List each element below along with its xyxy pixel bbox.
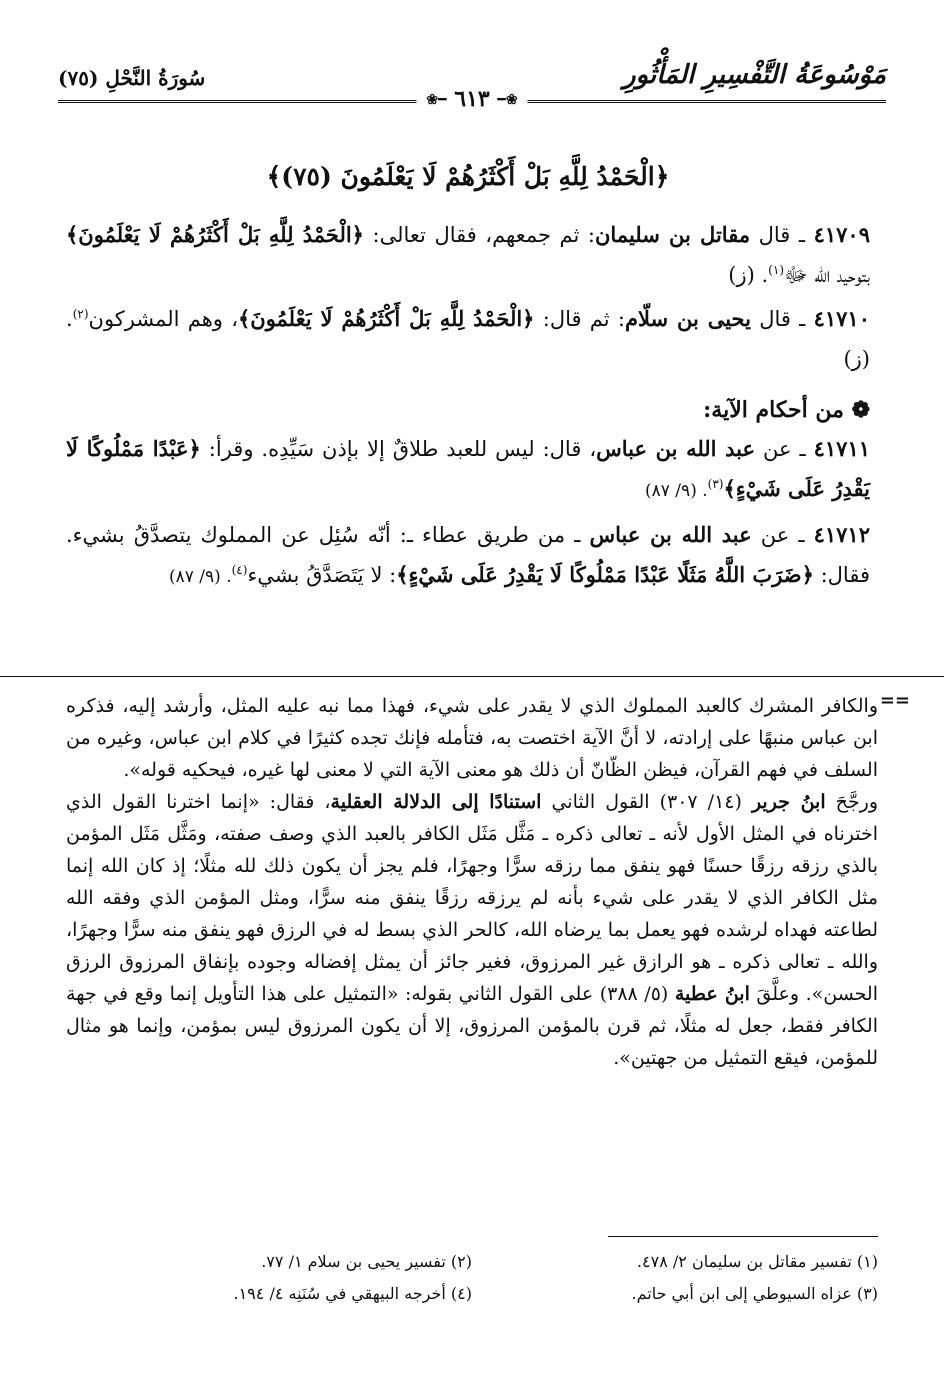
entry-number: ٤١٧١١ [813, 436, 871, 461]
commentary-paragraph-2 [66, 786, 878, 1074]
commentary-text: (٥/ ٣٨٨) على القول الثاني بقوله: «التمثيل على هذا التأويل إنما وقع في جهة الكافر فقط، جعل له مثلًا، ثم قرن بالمؤمن المرزوق، إلا أن يكون المرزوق ليس بمؤمن، وإنما هو مثال للمؤمن، فيقع التمثيل من جهتين». [66, 983, 879, 1069]
entry-dash: ـ عن [751, 523, 814, 547]
footnote-rule [608, 1236, 878, 1237]
section-title: ❁ من أحكام الآية: [703, 397, 870, 423]
entry-text: بتوحيد الله ﷻ [784, 263, 870, 287]
ornament-left-icon: ━❀ [426, 92, 447, 108]
entry-41710 [66, 299, 870, 379]
entry-41709 [66, 215, 870, 295]
commentary-text: ، فقال: «إنما اخترنا القول الذي اخترناه في المثل الأول لأنه ـ تعالى ذكره ـ مَثَّل مَثَل الكافر بالعبد الذي وصف صفته، ومَثَّل مَثَل المؤمن بالذي رزقه رزقًا حسنًا فهو ينفق مما رزقه سرًّا وجهرًا، فلم يجز أن يكون ذلك لله مثلًا؛ إذ كان الله إنما مثل الكافر الذي لا يقدر على شيء بأنه لم يرزقه رزقًا ينفق منه سرًّا، ومثل المؤمن الذي وفقه الله لطاعته فهداه لرشده فهو يعمل بما يرضاه الله، كالحر الذي بسط له في الرزق فهو ينفق منه سرًّا وجهرًا، والله ـ تعالى ذكره ـ هو الرازق غير المرزوق، فغير جائز أن يمثل إفضاله وجوده بإنفاق المرزوق الرزق الحسن». [66, 791, 878, 1005]
commentary-text: وعلَّقَ [749, 983, 800, 1005]
footnote-row [66, 1278, 878, 1310]
entry-text: ـ من طريق عطاء ـ: أنّه سُئِل عن المملوك يتصدَّقُ بشيء. فقال: [66, 523, 870, 587]
entry-source: . (ز) [66, 307, 870, 371]
ornament-right-icon: ❀━ [497, 92, 518, 108]
scholar-name: ابنُ جرير [751, 791, 826, 813]
entry-text: ، قال: ليس للعبد طلاقٌ إلا بإذن سَيِّدِه. وقرأ: [200, 437, 597, 461]
entry-number: ٤١٧٠٩ [813, 222, 870, 247]
footnote-ref: (٤) [231, 563, 248, 577]
quran-quote: ﴿ضَرَبَ اللَّهُ مَثَلًا عَبْدًا مَمْلُوكًا لَا يَقْدِرُ عَلَى شَيْءٍ﴾ [396, 562, 814, 587]
footnote-ref: (١) [768, 263, 784, 277]
footnote-row [66, 1246, 878, 1278]
entry-text: : ثم قال: [534, 307, 625, 331]
quran-quote: ﴿الْحَمْدُ لِلَّهِ بَلْ أَكْثَرُهُمْ لَا يَعْلَمُونَ﴾ [237, 306, 535, 331]
quran-quote: ﴿الْحَمْدُ لِلَّهِ بَلْ أَكْثَرُهُمْ لَا يَعْلَمُونَ﴾ [66, 222, 364, 247]
continuation-mark: == [879, 690, 910, 711]
entry-text: ، وهم المشركون [88, 307, 238, 331]
scholar-name: ابنُ عطية [674, 983, 750, 1005]
footnote-4: (٤) أخرجه البيهقي في سُنَنِه ٤/ ١٩٤. [233, 1284, 472, 1303]
footnotes [66, 1246, 878, 1310]
footnote-2: (٢) تفسير يحيى بن سلام ١/ ٧٧. [261, 1252, 472, 1271]
entry-dash: ـ عن [755, 437, 814, 461]
entry-author: عبد الله بن عباس [589, 522, 752, 547]
commentary-paragraph-1: والكافر المشرك كالعبد المملوك الذي لا يقدر على شيء، فهذا مما نبه عليه المثل، وأرشد إليه، فذكره ابن عباس منبهًا على إرادته، لا أنَّ الآية اختصت به، فتأمله فإنك تجده كثيرًا في كلام ابن عباس، وغيره من السلف في فهم القرآن، فيظن الظّانّ أن ذلك هو معنى الآية التي لا معنى لها غيره، فيحكيه قوله». [66, 695, 878, 781]
entry-source: . (٩/ ٨٧) [168, 567, 232, 587]
main-separator [0, 676, 944, 677]
entry-author: يحيى بن سلّام [624, 306, 751, 331]
main-text [66, 162, 870, 601]
entry-author: عبد الله بن عباس [596, 436, 756, 461]
entry-source: . (ز) [728, 263, 769, 287]
entry-source: . (٩/ ٨٧) [645, 481, 708, 501]
footnote-ref: (٣) [707, 477, 724, 491]
entry-author: مقاتل بن سليمان [595, 222, 751, 247]
entry-text: : ثم جمعهم، فقال تعالى: [363, 223, 595, 247]
footnote-1: (١) تفسير مقاتل بن سليمان ٢/ ٤٧٨. [636, 1252, 878, 1271]
verse-heading: ﴿الْحَمْدُ لِلَّهِ بَلْ أَكْثَرُهُمْ لَا يَعْلَمُونَ (٧٥)﴾ [266, 162, 670, 191]
footnote-ref: (٢) [72, 307, 89, 321]
page-header [58, 60, 886, 110]
entry-dash: ـ قال [750, 307, 814, 331]
emphasis-text: استنادًا إلى الدلالة العقلية [330, 791, 542, 813]
series-title: مَوْسُوعَةُ التَّفْسِيرِ المَأْثُورِ [623, 60, 886, 90]
entry-41711 [66, 429, 870, 511]
footnote-3: (٣) عزاه السيوطي إلى ابن أبي حاتم. [631, 1284, 878, 1303]
entry-text: : لا يَتَصَدَّقُ بشيء [247, 563, 397, 587]
entry-dash: ـ قال [750, 223, 814, 247]
surah-label: سُورَةُ النَّحْلِ (٧٥) [58, 66, 206, 90]
page-number: ٦١٣ [454, 86, 490, 112]
page-number-block [416, 86, 527, 112]
entry-number: ٤١٧١٢ [813, 522, 870, 547]
commentary [66, 690, 878, 1074]
commentary-text: (١٤/ ٣٠٧) القول الثاني [541, 791, 752, 813]
entry-41712 [66, 515, 870, 597]
entry-number: ٤١٧١٠ [813, 306, 870, 331]
commentary-text: ورجَّحَ [825, 791, 879, 813]
quran-quote: ﴿عَبْدًا مَمْلُوكًا لَا يَقْدِرُ عَلَى شَيْءٍ﴾ [66, 436, 870, 501]
